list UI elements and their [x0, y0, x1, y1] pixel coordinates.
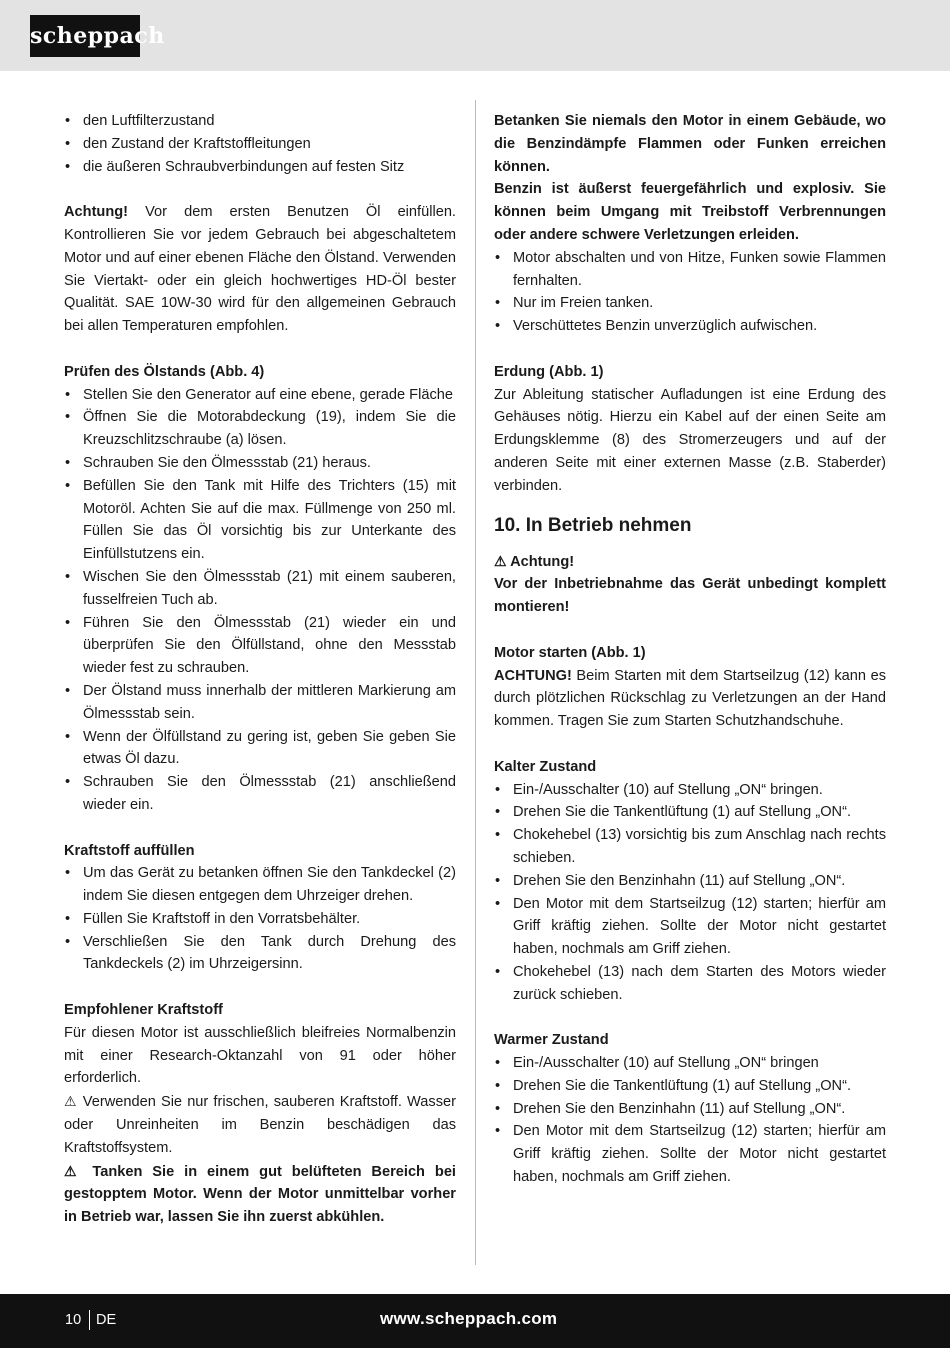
list-item: • Wenn der Ölfüllstand zu gering ist, geben Sie geben Sie etwas Öl dazu. [64, 726, 456, 772]
list-item: • Stellen Sie den Generator auf eine ebene, gerade Fläche [64, 384, 456, 407]
oil-check-heading: Prüfen des Ölstands (Abb. 4) [64, 363, 265, 380]
list-item: • Ein-/Ausschalter (10) auf Stellung „ON“ bringen [494, 1052, 886, 1075]
list-item: • Drehen Sie den Benzinhahn (11) auf Stellung „ON“. [494, 1098, 886, 1121]
warm-state-heading: Warmer Zustand [494, 1032, 609, 1049]
cold-state-heading: Kalter Zustand [494, 758, 597, 775]
left-column [64, 110, 456, 1229]
list-item: • Den Motor mit dem Startseilzug (12) starten; hierfür am Griff kräftig ziehen. Sollte der Motor nicht gestartet haben, nochmals am Griff ziehen. [494, 893, 886, 961]
warning-icon: ⚠ [64, 1162, 83, 1179]
language-code: DE [96, 1312, 117, 1328]
warning-icon: ⚠ [64, 1093, 78, 1110]
assembly-warning: Vor der Inbetriebnahme das Gerät unbedingt komplett montieren! [494, 576, 886, 616]
column-divider [475, 100, 476, 1265]
recommended-fuel-text: Für diesen Motor ist ausschließlich bleifreies Normalbenzin mit einer Research-Oktanzahl von 91 oder höher erforderlich. [64, 1024, 456, 1087]
list-item: • die äußeren Schraubverbindungen auf festen Sitz [64, 156, 456, 179]
achtung-label: ACHTUNG! [494, 667, 572, 684]
fresh-fuel-text: Verwenden Sie nur frischen, sauberen Kraftstoff. Wasser oder Unreinheiten im Benzin beschädigen das Kraftstoffsystem. [64, 1094, 456, 1156]
list-item: • Führen Sie den Ölmessstab (21) wieder ein und überprüfen Sie den Ölfüllstand, ohne den Messstab wieder fest zu schrauben. [64, 612, 456, 680]
list-item: • Befüllen Sie den Tank mit Hilfe des Trichters (15) mit Motoröl. Achten Sie auf die max. Füllmenge von 250 ml. Füllen Sie das Öl vorsichtig bis zur Unterkante des Einfüllstutzens ein. [64, 475, 456, 566]
warning-icon: ⚠ [494, 552, 507, 569]
oil-notice-text: Vor dem ersten Benutzen Öl einfüllen. Kontrollieren Sie vor jedem Gebrauch bei abgeschaltetem Motor und auf einer ebenen Fläche den Ölstand. Verwenden Sie Viertakt- oder ein gleich hochwertiges HD-Öl bester Qualität. SAE 10W-30 wird für den allgemeinen Gebrauch bei allen Temperaturen empfohlen. [64, 204, 456, 335]
fresh-fuel-notice [64, 1090, 456, 1159]
list-item: • Ein-/Ausschalter (10) auf Stellung „ON“ bringen. [494, 779, 886, 802]
list-item: • Nur im Freien tanken. [494, 292, 886, 315]
list-item: • Wischen Sie den Ölmessstab (21) mit einem sauberen, fusselfreien Tuch ab. [64, 566, 456, 612]
oil-check-list [64, 384, 456, 817]
list-item: • Öffnen Sie die Motorabdeckung (19), indem Sie die Kreuzschlitzschraube (a) lösen. [64, 406, 456, 452]
explosive-warning: Benzin ist äußerst feuergefährlich und explosiv. Sie können beim Umgang mit Treibstoff Verbrennungen oder andere schwere Verletzungen erleiden. [494, 181, 886, 243]
cold-state-list [494, 779, 886, 1007]
website-url: www.scheppach.com [380, 1309, 558, 1328]
tank-warning [64, 1160, 456, 1229]
recommended-fuel-heading: Empfohlener Kraftstoff [64, 1002, 223, 1019]
section-title: 10. In Betrieb nehmen [494, 514, 692, 536]
list-item: • Schrauben Sie den Ölmessstab (21) heraus. [64, 452, 456, 475]
grounding-text: Zur Ableitung statischer Aufladungen ist eine Erdung des Gehäuses nötig. Hierzu ein Kabel auf der einen Seite am Erdungsklemme (8) des Stromerzeugers und auf der anderen Seite mit einer externen Masse (z.B. Staberder) verbinden. [494, 386, 886, 494]
achtung-heading-text: Achtung! [506, 553, 575, 570]
list-item: • Füllen Sie Kraftstoff in den Vorratsbehälter. [64, 908, 456, 931]
list-item: • Den Motor mit dem Startseilzug (12) starten; hierfür am Griff kräftig ziehen. Sollte der Motor nicht gestartet haben, nochmals am Griff ziehen. [494, 1120, 886, 1188]
footer-separator [89, 1310, 90, 1330]
scheppach-logo: scheppach [30, 15, 140, 57]
safety-list [494, 247, 886, 338]
fuel-fill-list [64, 862, 456, 976]
fuel-fill-heading: Kraftstoff auffüllen [64, 842, 195, 859]
page-footer [0, 1294, 950, 1348]
page-number: 10 [65, 1312, 82, 1328]
intro-list [64, 110, 456, 178]
list-item: • den Zustand der Kraftstoffleitungen [64, 133, 456, 156]
list-item: • den Luftfilterzustand [64, 110, 456, 133]
achtung-heading [494, 550, 886, 574]
warm-state-list [494, 1052, 886, 1189]
page-header [0, 0, 950, 71]
right-column [494, 110, 886, 1189]
list-item: • Schrauben Sie den Ölmessstab (21) anschließend wieder ein. [64, 771, 456, 817]
grounding-heading: Erdung (Abb. 1) [494, 363, 604, 380]
list-item: • Drehen Sie die Tankentlüftung (1) auf Stellung „ON“. [494, 1075, 886, 1098]
list-item: • Chokehebel (13) vorsichtig bis zum Anschlag nach rechts schieben. [494, 824, 886, 870]
fuel-building-warning: Betanken Sie niemals den Motor in einem Gebäude, wo die Benzindämpfe Flammen oder Funken erreichen können. [494, 113, 886, 175]
motor-start-notice [494, 665, 886, 733]
motor-start-text: Beim Starten mit dem Startseilzug (12) kann es durch plötzlichen Rückschlag zu Verletzungen an der Hand kommen. Tragen Sie zum Starten Schutzhandschuhe. [494, 667, 886, 730]
list-item: • Chokehebel (13) nach dem Starten des Motors wieder zurück schieben. [494, 961, 886, 1007]
list-item: • Drehen Sie den Benzinhahn (11) auf Stellung „ON“. [494, 870, 886, 893]
motor-start-heading: Motor starten (Abb. 1) [494, 644, 646, 661]
list-item: • Der Ölstand muss innerhalb der mittleren Markierung am Ölmessstab sein. [64, 680, 456, 726]
achtung-label: Achtung! [64, 204, 129, 221]
tank-warning-text: Tanken Sie in einem gut belüfteten Bereich bei gestopptem Motor. Wenn der Motor unmittelbar vorher in Betrieb war, lassen Sie ihn zuerst abkühlen. [64, 1163, 456, 1226]
list-item: • Verschließen Sie den Tank durch Drehung des Tankdeckels (2) im Uhrzeigersinn. [64, 931, 456, 977]
list-item: • Drehen Sie die Tankentlüftung (1) auf Stellung „ON“. [494, 801, 886, 824]
oil-notice [64, 201, 456, 338]
list-item: • Verschüttetes Benzin unverzüglich aufwischen. [494, 315, 886, 338]
list-item: • Um das Gerät zu betanken öffnen Sie den Tankdeckel (2) indem Sie diesen entgegen dem Uhrzeiger drehen. [64, 862, 456, 908]
list-item: • Motor abschalten und von Hitze, Funken sowie Flammen fernhalten. [494, 247, 886, 293]
